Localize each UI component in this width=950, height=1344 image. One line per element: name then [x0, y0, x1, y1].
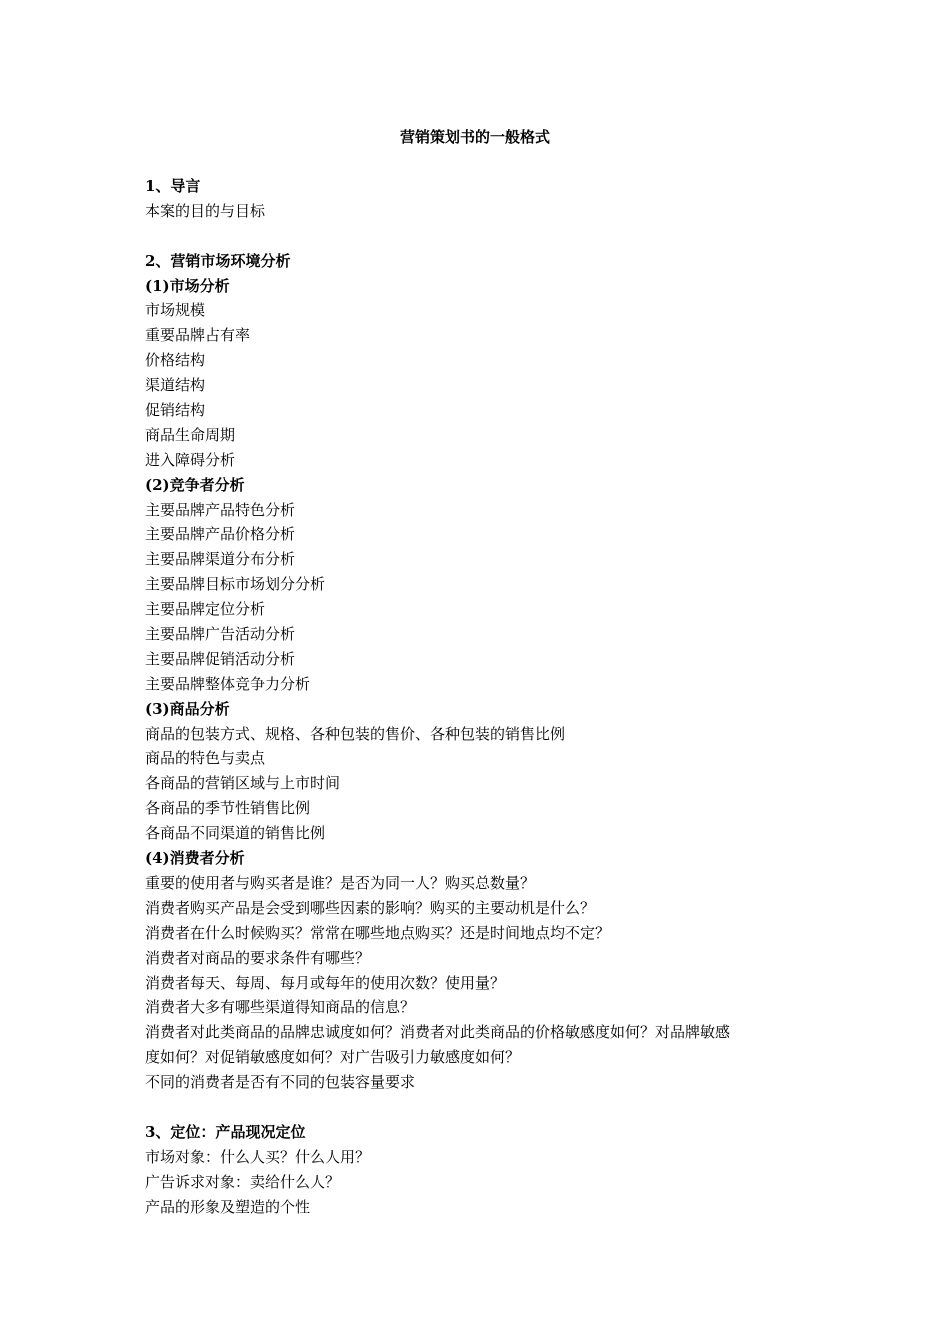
list-item: 主要品牌整体竞争力分析	[145, 674, 311, 693]
list-item: 主要品牌促销活动分析	[145, 649, 296, 668]
list-item: 各商品不同渠道的销售比例	[145, 824, 326, 843]
list-item: 主要品牌产品特色分析	[145, 500, 296, 519]
list-item: 市场对象：什么人买？什么人用？	[145, 1147, 371, 1166]
list-item: 价格结构	[145, 351, 206, 370]
list-item: 各商品的营销区域与上市时间	[145, 774, 341, 793]
section-heading-positioning: 3、定位：产品现况定位	[145, 1122, 306, 1141]
list-item: 消费者购买产品是会受到哪些因素的影响？购买的主要动机是什么？	[145, 898, 596, 917]
subsection-heading-market: (1)市场分析	[145, 276, 230, 295]
document-title: 营销策划书的一般格式	[399, 128, 550, 146]
list-item: 重要的使用者与购买者是谁？是否为同一人？购买总数量？	[145, 873, 536, 892]
document-body	[145, 174, 815, 1219]
blank-line	[145, 224, 815, 249]
list-item: 渠道结构	[145, 376, 206, 395]
list-item: 广告诉求对象：卖给什么人？	[145, 1172, 341, 1191]
list-item: 消费者大多有哪些渠道得知商品的信息？	[145, 998, 416, 1017]
list-item: 重要品牌占有率	[145, 326, 251, 345]
list-item: 商品生命周期	[145, 425, 236, 444]
section-heading-intro: 1、导言	[145, 177, 201, 195]
list-item: 消费者对商品的要求条件有哪些？	[145, 948, 371, 967]
section-heading-environment: 2、营销市场环境分析	[145, 251, 291, 270]
subsection-heading-product: (3)商品分析	[145, 699, 230, 718]
list-item: 促销结构	[145, 401, 206, 420]
subsection-heading-competitor: (2)竞争者分析	[145, 475, 245, 494]
list-item: 各商品的季节性销售比例	[145, 799, 311, 818]
list-item: 不同的消费者是否有不同的包装容量要求	[145, 1073, 416, 1092]
list-item: 消费者在什么时候购买？常常在哪些地点购买？还是时间地点均不定？	[145, 923, 611, 942]
list-item: 进入障碍分析	[145, 450, 236, 469]
list-item: 商品的特色与卖点	[145, 749, 266, 768]
list-item: 主要品牌目标市场划分分析	[145, 575, 326, 594]
paragraph-line: 本案的目的与目标	[145, 201, 266, 220]
subsection-heading-consumer: (4)消费者分析	[145, 849, 245, 868]
list-item: 主要品牌广告活动分析	[145, 625, 296, 644]
list-item: 商品的包装方式、规格、各种包装的售价、各种包装的销售比例	[145, 724, 566, 743]
list-item: 市场规模	[145, 301, 206, 320]
list-item: 主要品牌定位分析	[145, 600, 266, 619]
list-item: 消费者每天、每周、每月或每年的使用次数？使用量？	[145, 973, 506, 992]
blank-line	[145, 1095, 815, 1120]
list-item: 产品的形象及塑造的个性	[145, 1197, 311, 1216]
list-item: 度如何？对促销敏感度如何？对广告吸引力敏感度如何？	[145, 1048, 521, 1067]
list-item: 主要品牌产品价格分析	[145, 525, 296, 544]
list-item: 消费者对此类商品的品牌忠诚度如何？消费者对此类商品的价格敏感度如何？对品牌敏感	[145, 1023, 731, 1042]
list-item: 主要品牌渠道分布分析	[145, 550, 296, 569]
